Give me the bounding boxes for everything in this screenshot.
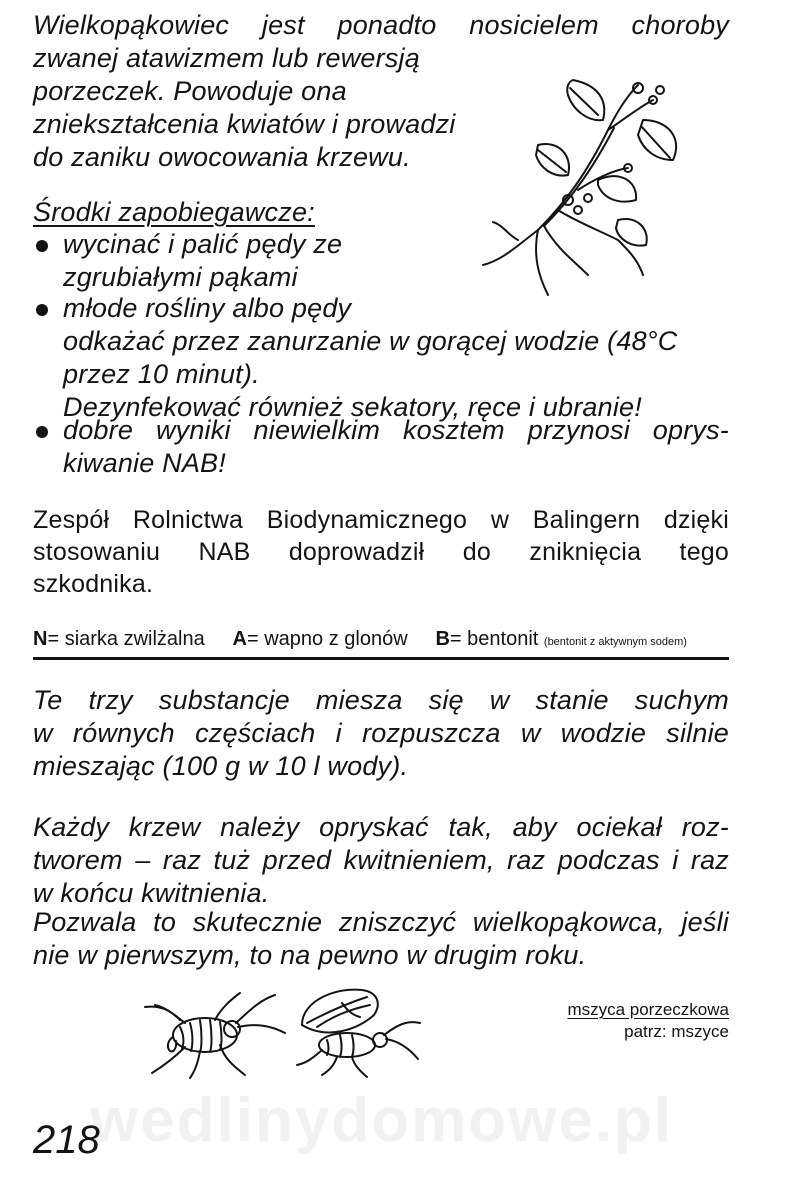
intro-line-1: Wielkopąkowiec jest ponadto nosicielem choroby: [33, 10, 729, 40]
legend-n-letter: N: [33, 628, 48, 650]
prevention-item-3-line-2: kiwanie NAB!: [63, 448, 226, 478]
mixing-line-2: w równych częściach i rozpuszcza w wodzie silnie: [33, 718, 729, 748]
legend-n-text: = siarka zwilżalna: [47, 628, 205, 650]
currant-branch-illustration: [478, 60, 728, 310]
spraying-line-3: w końcu kwitnienia.: [33, 878, 270, 908]
legend-a-letter: A: [232, 628, 247, 650]
legend-divider: [33, 657, 729, 660]
prevention-item-2-line-1: młode rośliny albo pędy: [63, 293, 352, 323]
prevention-item-2-line-4: Dezynfekować również sekatory, ręce i ubranie!: [63, 392, 642, 422]
legend-b-text: = bentonit: [449, 628, 539, 650]
prevention-item-2-line-2: odkażać przez zanurzanie w gorącej wodzie (48°C: [63, 326, 678, 356]
spraying-line-4: Pozwala to skutecznie zniszczyć wielkopąkowca, jeśli: [33, 907, 729, 937]
aphid-winged-illustration: [292, 985, 422, 1080]
page-number: 218: [33, 1118, 100, 1162]
bullet-2: [36, 304, 48, 316]
prevention-item-2-line-3: przez 10 minut).: [63, 359, 260, 389]
aphid-caption-title: mszyca porzeczkowa: [567, 1000, 729, 1019]
mixing-line-3: mieszając (100 g w 10 l wody).: [33, 751, 409, 781]
spraying-line-1: Każdy krzew należy opryskać tak, aby ociekał roz-: [33, 812, 729, 842]
balingern-line-2: stosowaniu NAB doprowadził do zniknięcia tego: [33, 538, 729, 566]
intro-line-5: do zaniku owocowania krzewu.: [33, 142, 411, 172]
intro-line-4: zniekształcenia kwiatów i prowadzi: [33, 109, 456, 139]
intro-line-3: porzeczek. Powoduje ona: [33, 76, 347, 106]
bullet-1: [36, 240, 48, 252]
prevention-item-3-line-1: dobre wyniki niewielkim kosztem przynosi oprys-: [63, 415, 729, 445]
spraying-line-5: nie w pierwszym, to na pewno w drugim roku.: [33, 940, 587, 970]
watermark: wedlinydomowe.pl: [90, 1086, 674, 1155]
mixing-line-1: Te trzy substancje miesza się w stanie suchym: [33, 685, 729, 715]
nab-legend: [33, 626, 687, 655]
prevention-item-1-line-2: zgrubiałymi pąkami: [63, 262, 298, 292]
aphid-caption-ref: patrz: mszyce: [624, 1022, 729, 1041]
balingern-line-3: szkodnika.: [33, 570, 154, 598]
legend-b-letter: B: [435, 628, 450, 650]
balingern-line-1: Zespół Rolnictwa Biodynamicznego w Balingern dzięki: [33, 506, 729, 534]
spraying-line-2: tworem – raz tuż przed kwitnieniem, raz podczas i raz: [33, 845, 729, 875]
aphid-wingless-illustration: [140, 985, 290, 1080]
legend-a-text: = wapno z glonów: [247, 628, 408, 650]
prevention-heading: Środki zapobiegawcze:: [33, 197, 315, 227]
prevention-item-1-line-1: wycinać i palić pędy ze: [63, 229, 343, 259]
legend-b-note: (bentonit z aktywnym sodem): [543, 636, 687, 648]
bullet-3: [36, 426, 48, 438]
intro-line-2: zwanej atawizmem lub rewersją: [33, 43, 420, 73]
